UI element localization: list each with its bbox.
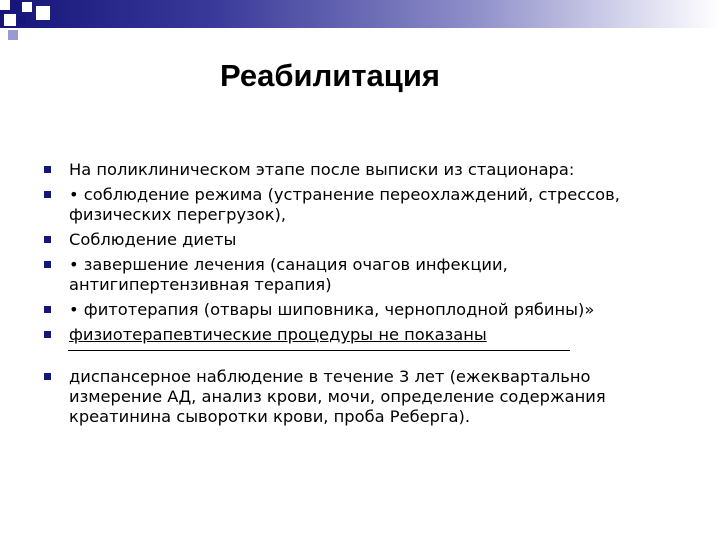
- slide-title: Реабилитация: [220, 58, 440, 93]
- square-bullet-icon: [44, 373, 51, 380]
- header-gradient-band: [0, 0, 720, 28]
- square-bullet-icon: [44, 306, 51, 313]
- square-bullet-icon: [44, 191, 51, 198]
- bullet-item: Соблюдение диеты: [44, 230, 684, 250]
- bullet-item: физиотерапевтические процедуры не показаны: [44, 325, 684, 345]
- bullet-item: • фитотерапия (отвары шиповника, черноплодной рябины)»: [44, 300, 684, 320]
- bullet-item: диспансерное наблюдение в течение 3 лет (ежеквартально измерение АД, анализ крови, мочи, определение содержания креатинина сыворотки крови, проба Реберга).: [44, 367, 684, 427]
- bullet-list: [44, 160, 684, 432]
- square-bullet-icon: [44, 261, 51, 268]
- underline-rule: [68, 350, 570, 351]
- bullet-item: • завершение лечения (санация очагов инфекции, антигипертензивная терапия): [44, 255, 684, 295]
- bullet-item: На поликлиническом этапе после выписки из стационара:: [44, 160, 684, 180]
- square-bullet-icon: [44, 236, 51, 243]
- bullet-item: • соблюдение режима (устранение переохлаждений, стрессов, физических перегрузок),: [44, 185, 684, 225]
- square-bullet-icon: [44, 166, 51, 173]
- square-bullet-icon: [44, 331, 51, 338]
